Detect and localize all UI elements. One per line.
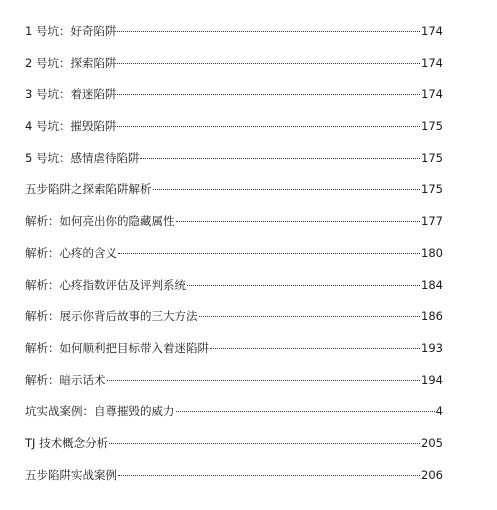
- toc-entry-title: 解析：如何顺利把目标带入着迷陷阱: [25, 340, 209, 355]
- toc-entry-page: 206: [421, 467, 443, 482]
- toc-entry-title: 解析：心疼的含义: [25, 245, 117, 260]
- toc-dot-leader: [107, 380, 421, 381]
- toc-entry-page: 177: [421, 214, 443, 229]
- toc-entry-page: 174: [421, 55, 443, 70]
- toc-entry-title: 五步陷阱实战案例: [25, 467, 117, 482]
- toc-entry[interactable]: [25, 436, 443, 468]
- toc-entry-page: 175: [421, 182, 443, 197]
- toc-entry[interactable]: [25, 119, 443, 151]
- toc-entry[interactable]: [25, 56, 443, 88]
- toc-entry-title: 3 号坑：着迷陷阱: [25, 87, 117, 102]
- toc-dot-leader: [117, 63, 420, 64]
- toc-entry-title: 解析：暗示话术: [25, 372, 106, 387]
- toc-entry-page: 180: [421, 245, 443, 260]
- toc-dot-leader: [176, 411, 435, 412]
- toc-entry[interactable]: [25, 246, 443, 278]
- toc-entry-title: 坑实战案例：自尊摧毁的威力: [25, 404, 175, 419]
- toc-entry[interactable]: [25, 214, 443, 246]
- toc-dot-leader: [187, 285, 420, 286]
- toc-entry-page: 174: [421, 87, 443, 102]
- toc-entry-page: 4: [435, 404, 443, 419]
- toc-dot-leader: [117, 126, 420, 127]
- toc-entry-page: 205: [421, 435, 443, 450]
- toc-dot-leader: [153, 189, 421, 190]
- toc-dot-leader: [118, 475, 420, 476]
- toc-dot-leader: [140, 158, 420, 159]
- toc-entry-title: 解析：展示你背后故事的三大方法: [25, 309, 198, 324]
- toc-entry[interactable]: [25, 87, 443, 119]
- toc-entry-page: 194: [421, 372, 443, 387]
- toc-entry-page: 174: [421, 24, 443, 38]
- table-of-contents: [25, 24, 443, 499]
- toc-dot-leader: [118, 253, 420, 254]
- toc-entry-title: 五步陷阱之探索陷阱解析: [25, 182, 152, 197]
- toc-entry[interactable]: [25, 341, 443, 373]
- toc-dot-leader: [117, 94, 420, 95]
- toc-entry[interactable]: [25, 278, 443, 310]
- toc-dot-leader: [109, 443, 420, 444]
- toc-entry-title: 5 号坑：感情虐待陷阱: [25, 150, 140, 165]
- toc-entry-page: 184: [421, 277, 443, 292]
- toc-entry-page: 175: [421, 150, 443, 165]
- toc-entry-title: 解析：心疼指数评估及评判系统: [25, 277, 186, 292]
- toc-entry-title: 1 号坑：好奇陷阱: [25, 24, 117, 38]
- toc-entry-title: 4 号坑：摧毁陷阱: [25, 119, 117, 134]
- toc-entry-page: 186: [421, 309, 443, 324]
- toc-dot-leader: [117, 31, 420, 32]
- toc-entry[interactable]: [25, 24, 443, 56]
- toc-entry-title: 解析：如何亮出你的隐藏属性: [25, 214, 175, 229]
- toc-dot-leader: [210, 348, 420, 349]
- toc-entry[interactable]: [25, 404, 443, 436]
- toc-entry-title: TJ 技术概念分析: [25, 435, 109, 450]
- toc-entry-title: 2 号坑：探索陷阱: [25, 55, 117, 70]
- toc-entry-page: 193: [421, 340, 443, 355]
- toc-entry[interactable]: [25, 373, 443, 405]
- toc-entry-page: 175: [421, 119, 443, 134]
- toc-entry[interactable]: [25, 468, 443, 500]
- toc-dot-leader: [199, 316, 421, 317]
- toc-entry[interactable]: [25, 151, 443, 183]
- toc-entry[interactable]: [25, 182, 443, 214]
- toc-entry[interactable]: [25, 309, 443, 341]
- toc-dot-leader: [176, 221, 421, 222]
